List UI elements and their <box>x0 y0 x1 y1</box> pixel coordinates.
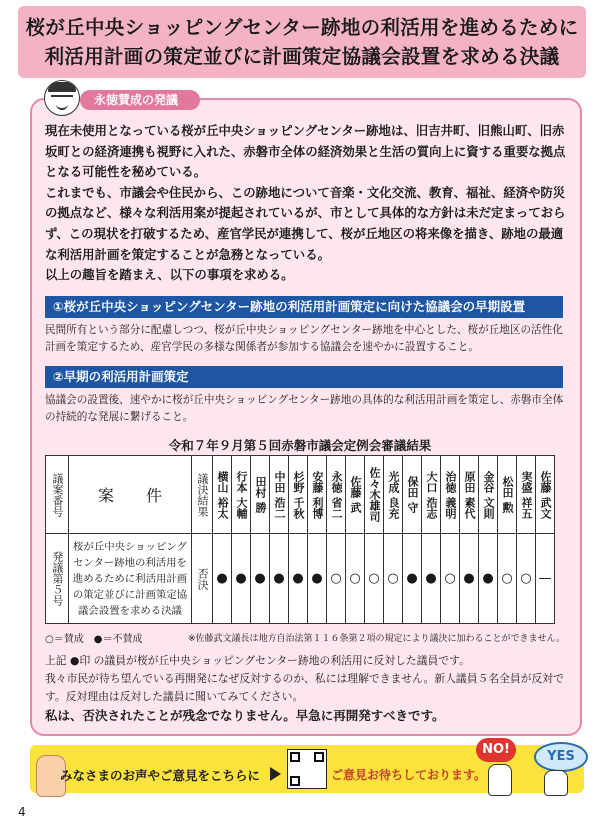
vote-mark: ● <box>479 534 498 624</box>
member-name: 中田 浩二 <box>270 456 289 534</box>
member-name: 治徳 義明 <box>441 456 460 534</box>
member-name: 永徳 省二 <box>327 456 346 534</box>
character-icon <box>488 764 512 796</box>
qr-code-icon[interactable] <box>287 749 327 789</box>
vote-mark: ● <box>289 534 308 624</box>
vote-mark: ○ <box>365 534 384 624</box>
vote-mark: ○ <box>384 534 403 624</box>
page-number: 4 <box>18 805 26 819</box>
vote-legend: ○＝賛成 ●＝不賛成 <box>45 634 143 645</box>
vote-mark: ○ <box>517 534 536 624</box>
vote-table <box>45 455 555 624</box>
section-text-2: 協議会の設置後、速やかに桜が丘中央ショッピングセンター跡地の具体的な利活用計画を策定し、赤磐市全体の持続的な発展に繋げること。 <box>45 394 564 423</box>
result-title: 令和７年９月第５回赤磐市議会定例会審議結果 <box>168 438 432 453</box>
body-paragraph: 現在未使用となっている桜が丘中央ショッピングセンター跡地は、旧吉井町、旧熊山町、旧赤坂町との経済連携も視野に入れた、赤磐市全体の経済効果と生活の質向上に資する重要な拠点となる可能性を秘めている。 <box>45 123 566 180</box>
vote-mark: ○ <box>346 534 365 624</box>
no-badge: NO! <box>476 738 516 762</box>
vote-mark: ● <box>270 534 289 624</box>
body-paragraph: これまでも、市議会や住民から、この跡地について音楽・文化交流、教育、福祉、経済や防災の拠点など、様々な利活用案が提起されているが、市として具体的な方針は未だ定まっておらず、この現状を打破するため、産官学民が連携して、桜が丘地区の将来像を描き、跡地の最適な利活用計画を策定することが急務となっている。 <box>45 184 566 262</box>
vote-mark: ● <box>422 534 441 624</box>
header-case: 案 件 <box>69 456 192 534</box>
bill-case: 桜が丘中央ショッピングセンター跡地の利活用を進めるために利活用計画の策定並びに計画策定協議会設置を求める決議 <box>69 534 192 624</box>
yes-badge: YES <box>534 742 588 772</box>
footer-left-text: みなさまのお声やご意見をこちらに <box>60 768 261 783</box>
member-name: 松田 勲 <box>498 456 517 534</box>
member-name: 原田 素代 <box>460 456 479 534</box>
member-name: 佐藤 武 <box>346 456 365 534</box>
bill-outcome: 否決 <box>192 534 213 624</box>
vote-mark: ○ <box>441 534 460 624</box>
vote-mark: ● <box>460 534 479 624</box>
comment-line: 我々市民が待ち望んでいる再開発になぜ反対するのか、私には理解できません。新人議員５名全員が反対です。反対理由は反対した議員に聞いてみてください。 <box>45 672 564 703</box>
vote-row <box>46 534 555 624</box>
arrow-right-icon <box>270 767 281 781</box>
bill-number: 発議第５号 <box>46 534 69 624</box>
vote-mark: ● <box>232 534 251 624</box>
member-name: 光成 良充 <box>384 456 403 534</box>
member-name: 金谷 文則 <box>479 456 498 534</box>
member-name: 行本 大輔 <box>232 456 251 534</box>
section-text-1: 民間所有という部分に配慮しつつ、桜が丘中央ショッピングセンター跡地を中心とした、桜が丘地区の活性化計画を策定するため、産官学民の多様な関係者が参加する協議会を速やかに設置すること。 <box>45 324 563 353</box>
member-name: 保田 守 <box>403 456 422 534</box>
member-name: 田村 勝 <box>251 456 270 534</box>
vote-mark: ● <box>251 534 270 624</box>
avatar-icon <box>44 80 80 116</box>
vote-mark: ● <box>308 534 327 624</box>
comment-line: 上記 ●印 の議員が桜が丘中央ショッピングセンター跡地の利活用に反対した議員です。 <box>45 654 470 667</box>
member-name: 佐藤 武文 <box>536 456 555 534</box>
body-text <box>45 121 573 286</box>
conclusion-text: 私は、否決されたことが残念でなりません。早急に再開発すべきです。 <box>45 708 445 723</box>
speaker-label: 永徳賛成の発議 <box>80 90 200 110</box>
vote-mark: ○ <box>327 534 346 624</box>
comment-text <box>45 652 573 706</box>
member-name: 杉野 千秋 <box>289 456 308 534</box>
member-name: 安藤 利博 <box>308 456 327 534</box>
footer-right-text: ご意見お待ちしております。 <box>331 768 487 782</box>
title-line-1: 桜が丘中央ショッピングセンター跡地の利活用を進めるために <box>25 16 579 39</box>
header-number: 議案番号 <box>46 456 69 534</box>
section-heading-1: ①桜が丘中央ショッピングセンター跡地の利活用計画策定に向けた協議会の早期設置 <box>45 296 563 318</box>
vote-header-row <box>46 456 555 534</box>
character-icon <box>544 770 568 796</box>
vote-mark: ○ <box>498 534 517 624</box>
member-name: 大口 浩志 <box>422 456 441 534</box>
body-paragraph: 以上の趣旨を踏まえ、以下の事項を求める。 <box>45 267 294 283</box>
member-name: 佐々木雄司 <box>365 456 384 534</box>
title-banner <box>18 6 586 78</box>
vote-mark: ● <box>213 534 232 624</box>
header-result: 議決結果 <box>192 456 213 534</box>
member-name: 横山 裕太 <box>213 456 232 534</box>
vote-note: ※佐藤武文議長は地方自治法第１１６条第２項の規定により議決に加わることができません。 <box>188 634 566 644</box>
member-name: 実盛 祥五 <box>517 456 536 534</box>
vote-mark: — <box>536 534 555 624</box>
vote-mark: ● <box>403 534 422 624</box>
title-line-2: 利活用計画の策定並びに計画策定協議会設置を求める決議 <box>44 45 560 68</box>
section-heading-2: ②早期の利活用計画策定 <box>45 366 563 388</box>
